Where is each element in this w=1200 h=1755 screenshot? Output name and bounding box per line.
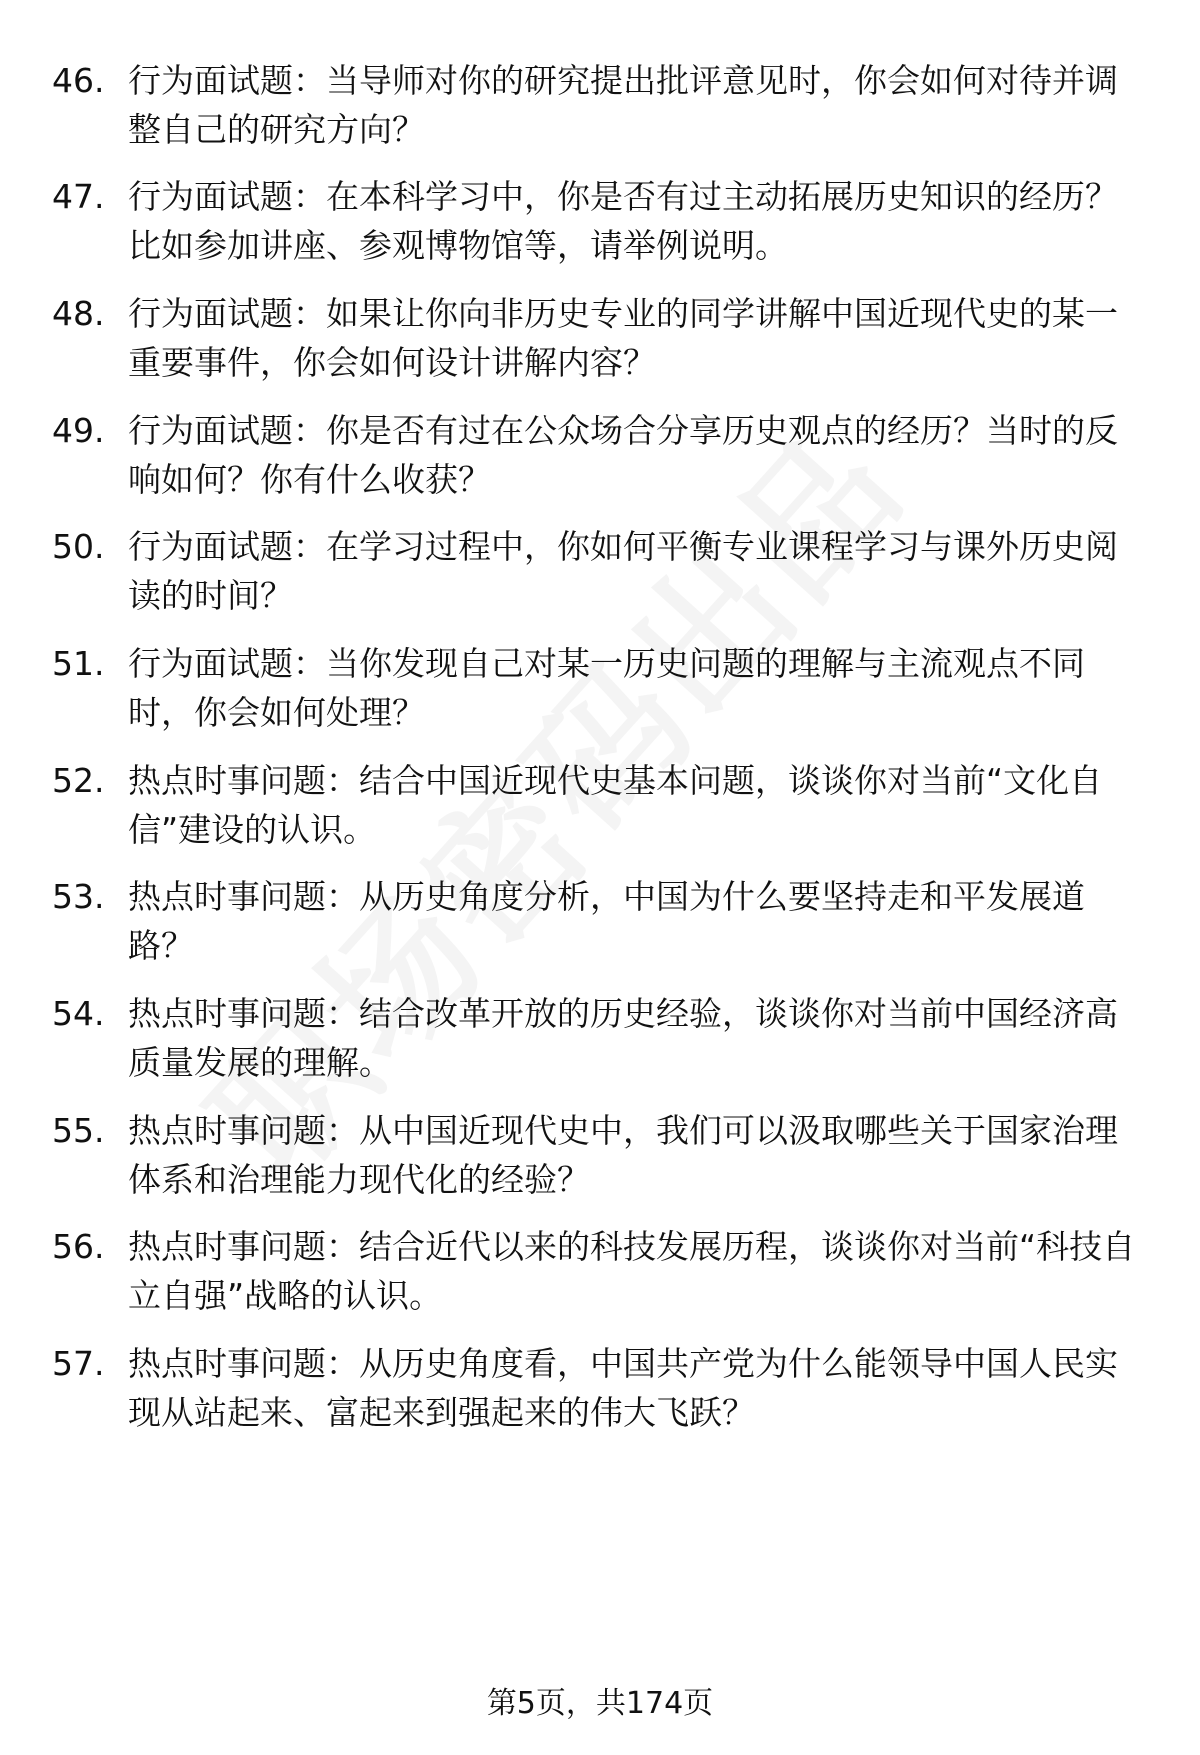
question-number: 51. <box>52 644 105 683</box>
question-text: 热点时事问题：从中国近现代史中，我们可以汲取哪些关于国家治理体系和治理能力现代化的经验？ <box>128 1111 1118 1199</box>
question-text: 行为面试题：如果让你向非历史专业的同学讲解中国近现代史的某一重要事件，你会如何设计讲解内容？ <box>128 294 1118 382</box>
question-item <box>52 1339 1152 1437</box>
question-number: 55. <box>52 1111 105 1150</box>
question-item <box>52 989 1152 1087</box>
question-number: 56. <box>52 1227 105 1266</box>
question-text: 行为面试题：当导师对你的研究提出批评意见时，你会如何对待并调整自己的研究方向？ <box>128 61 1118 149</box>
question-item <box>52 1106 1152 1204</box>
question-number: 53. <box>52 877 105 916</box>
question-number: 54. <box>52 994 105 1033</box>
question-item <box>52 1222 1152 1320</box>
question-number: 46. <box>52 61 105 100</box>
question-text: 行为面试题：当你发现自己对某一历史问题的理解与主流观点不同时，你会如何处理？ <box>128 644 1085 732</box>
question-number: 50. <box>52 527 105 566</box>
question-text: 热点时事问题：结合中国近现代史基本问题，谈谈你对当前“文化自信”建设的认识。 <box>128 761 1103 849</box>
question-item <box>52 639 1152 737</box>
question-text: 热点时事问题：结合近代以来的科技发展历程，谈谈你对当前“科技自立自强”战略的认识。 <box>128 1227 1136 1315</box>
question-text: 热点时事问题：从历史角度分析，中国为什么要坚持走和平发展道路？ <box>128 877 1085 965</box>
question-item <box>52 172 1152 270</box>
question-number: 47. <box>52 177 105 216</box>
question-item <box>52 289 1152 387</box>
question-text: 行为面试题：你是否有过在公众场合分享历史观点的经历？当时的反响如何？你有什么收获？ <box>128 411 1118 499</box>
question-text: 行为面试题：在学习过程中，你如何平衡专业课程学习与课外历史阅读的时间？ <box>128 527 1118 615</box>
question-text: 热点时事问题：结合改革开放的历史经验，谈谈你对当前中国经济高质量发展的理解。 <box>128 994 1118 1082</box>
question-item <box>52 522 1152 620</box>
question-item <box>52 756 1152 854</box>
question-item <box>52 406 1152 504</box>
question-item <box>52 56 1152 154</box>
question-text: 行为面试题：在本科学习中，你是否有过主动拓展历史知识的经历？比如参加讲座、参观博物馆等，请举例说明。 <box>128 177 1118 265</box>
question-number: 48. <box>52 294 105 333</box>
question-number: 49. <box>52 411 105 450</box>
question-item <box>52 872 1152 970</box>
question-text: 热点时事问题：从历史角度看，中国共产党为什么能领导中国人民实现从站起来、富起来到强起来的伟大飞跃？ <box>128 1344 1118 1432</box>
question-number: 57. <box>52 1344 105 1383</box>
page-number-footer: 第5页，共174页 <box>486 1686 714 1721</box>
question-number: 52. <box>52 761 105 800</box>
